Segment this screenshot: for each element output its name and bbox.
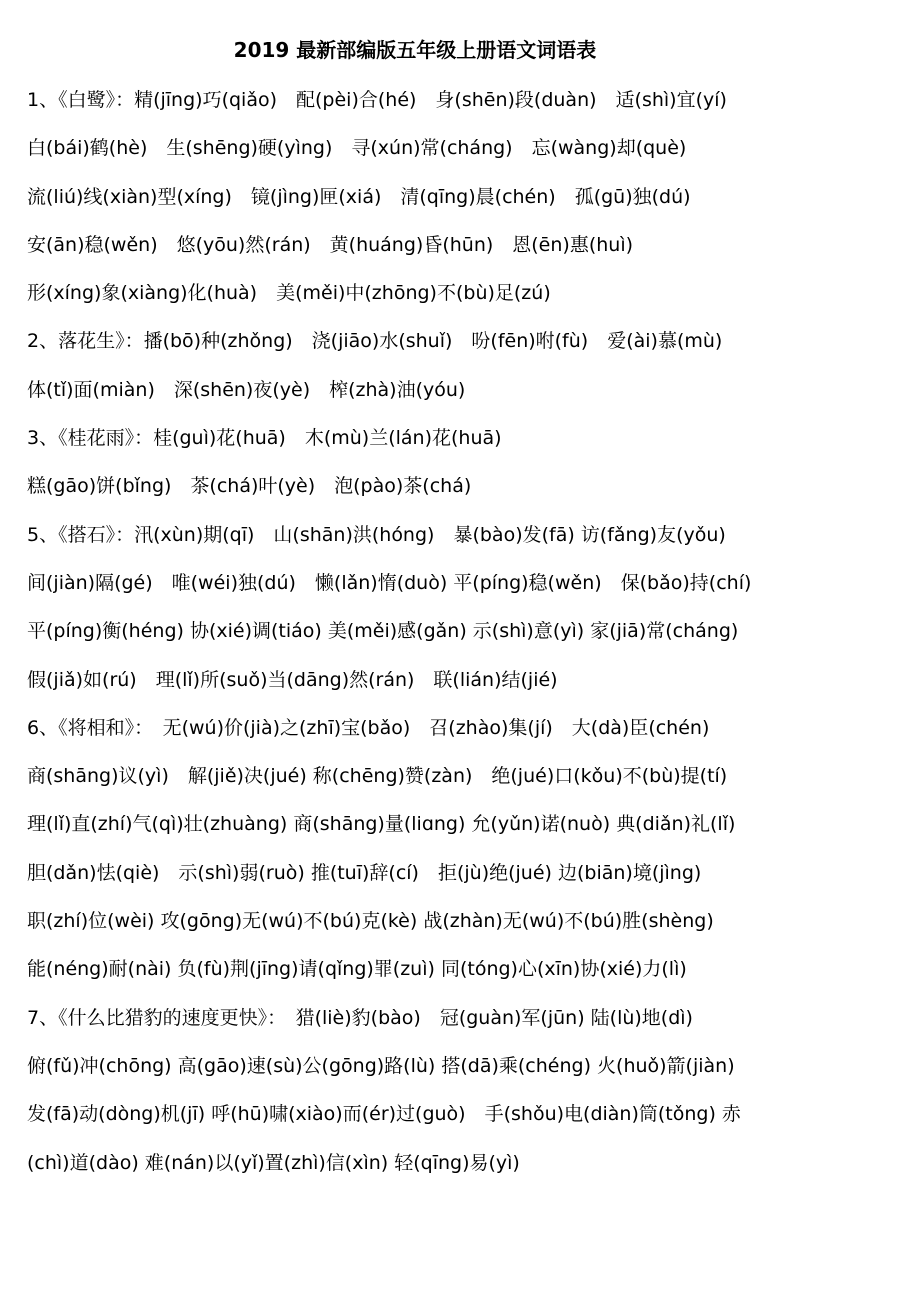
- vocab-line: 胆(dǎn)怯(qiè) 示(shì)弱(ruò) 推(tuī)辞(cí) 拒(jù)绝(jué) 边(biān)境(jìng): [27, 861, 702, 884]
- vocab-line: 理(lǐ)直(zhí)气(qì)壮(zhuàng) 商(shāng)量(liɑng) 允(yǔn)诺(nuò) 典(diǎn)礼(lǐ): [27, 813, 736, 836]
- vocab-line: 5、《搭石》：汛(xùn)期(qī) 山(shān)洪(hóng) 暴(bào)发(fā) 访(fǎng)友(yǒu): [27, 523, 726, 546]
- page-title: 2019 最新部编版五年级上册语文词语表: [233, 38, 597, 62]
- vocab-line: 糕(gāo)饼(bǐng) 茶(chá)叶(yè) 泡(pào)茶(chá): [27, 475, 472, 498]
- vocab-line: 平(píng)衡(héng) 协(xié)调(tiáo) 美(měi)感(gǎn) 示(shì)意(yì) 家(jiā)常(cháng): [27, 620, 739, 643]
- vocab-line: 白(bái)鹤(hè) 生(shēng)硬(yìng) 寻(xún)常(cháng) 忘(wàng)却(què): [27, 137, 687, 160]
- vocab-line: 形(xíng)象(xiàng)化(huà) 美(měi)中(zhōng)不(bù)足(zú): [27, 282, 551, 305]
- vocabulary-list: [27, 82, 907, 1193]
- vocab-line: 发(fā)动(dòng)机(jī) 呼(hū)啸(xiào)而(ér)过(guò) 手(shǒu)电(diàn)筒(tǒng) 赤: [27, 1103, 741, 1126]
- vocab-line: 能(néng)耐(nài) 负(fù)荆(jīng)请(qǐng)罪(zuì) 同(tóng)心(xīn)协(xié)力(lì): [27, 958, 687, 981]
- vocab-line: 商(shāng)议(yì) 解(jiě)决(jué) 称(chēng)赞(zàn) 绝(jué)口(kǒu)不(bù)提(tí): [27, 765, 728, 788]
- vocab-line: 7、《什么比猎豹的速度更快》： 猎(liè)豹(bào) 冠(guàn)军(jūn) 陆(lù)地(dì): [27, 1006, 693, 1029]
- vocab-line: 2、落花生》：播(bō)种(zhǒng) 浇(jiāo)水(shuǐ) 吩(fēn)咐(fù) 爱(ài)慕(mù): [27, 330, 723, 353]
- vocab-line: 职(zhí)位(wèi) 攻(gōng)无(wú)不(bú)克(kè) 战(zhàn)无(wú)不(bú)胜(shèng): [27, 910, 714, 933]
- vocab-line: 1、《白鹭》：精(jīng)巧(qiǎo) 配(pèi)合(hé) 身(shēn)段(duàn) 适(shì)宜(yí): [27, 89, 727, 111]
- vocab-line: (chì)道(dào) 难(nán)以(yǐ)置(zhì)信(xìn) 轻(qīng)易(yì): [27, 1151, 520, 1174]
- vocab-line: 3、《桂花雨》：桂(guì)花(huā) 木(mù)兰(lán)花(huā): [27, 427, 502, 450]
- vocab-line: 6、《将相和》： 无(wú)价(jià)之(zhī)宝(bǎo) 召(zhào)集(jí) 大(dà)臣(chén): [27, 716, 710, 739]
- vocab-line: 间(jiàn)隔(gé) 唯(wéi)独(dú) 懒(lǎn)惰(duò) 平(píng)稳(wěn) 保(bǎo)持(chí): [27, 571, 752, 594]
- vocab-line: 体(tǐ)面(miàn) 深(shēn)夜(yè) 榨(zhà)油(yóu): [27, 378, 466, 401]
- vocab-line: 安(ān)稳(wěn) 悠(yōu)然(rán) 黄(huáng)昏(hūn) 恩(ēn)惠(huì): [27, 233, 634, 256]
- vocab-line: 俯(fǔ)冲(chōng) 高(gāo)速(sù)公(gōng)路(lù) 搭(dā)乘(chéng) 火(huǒ)箭(jiàn): [27, 1054, 735, 1077]
- vocab-line: 流(liú)线(xiàn)型(xíng) 镜(jìng)匣(xiá) 清(qīng)晨(chén) 孤(gū)独(dú): [27, 185, 691, 208]
- vocab-line: 假(jiǎ)如(rú) 理(lǐ)所(suǒ)当(dāng)然(rán) 联(lián)结(jié): [27, 668, 558, 691]
